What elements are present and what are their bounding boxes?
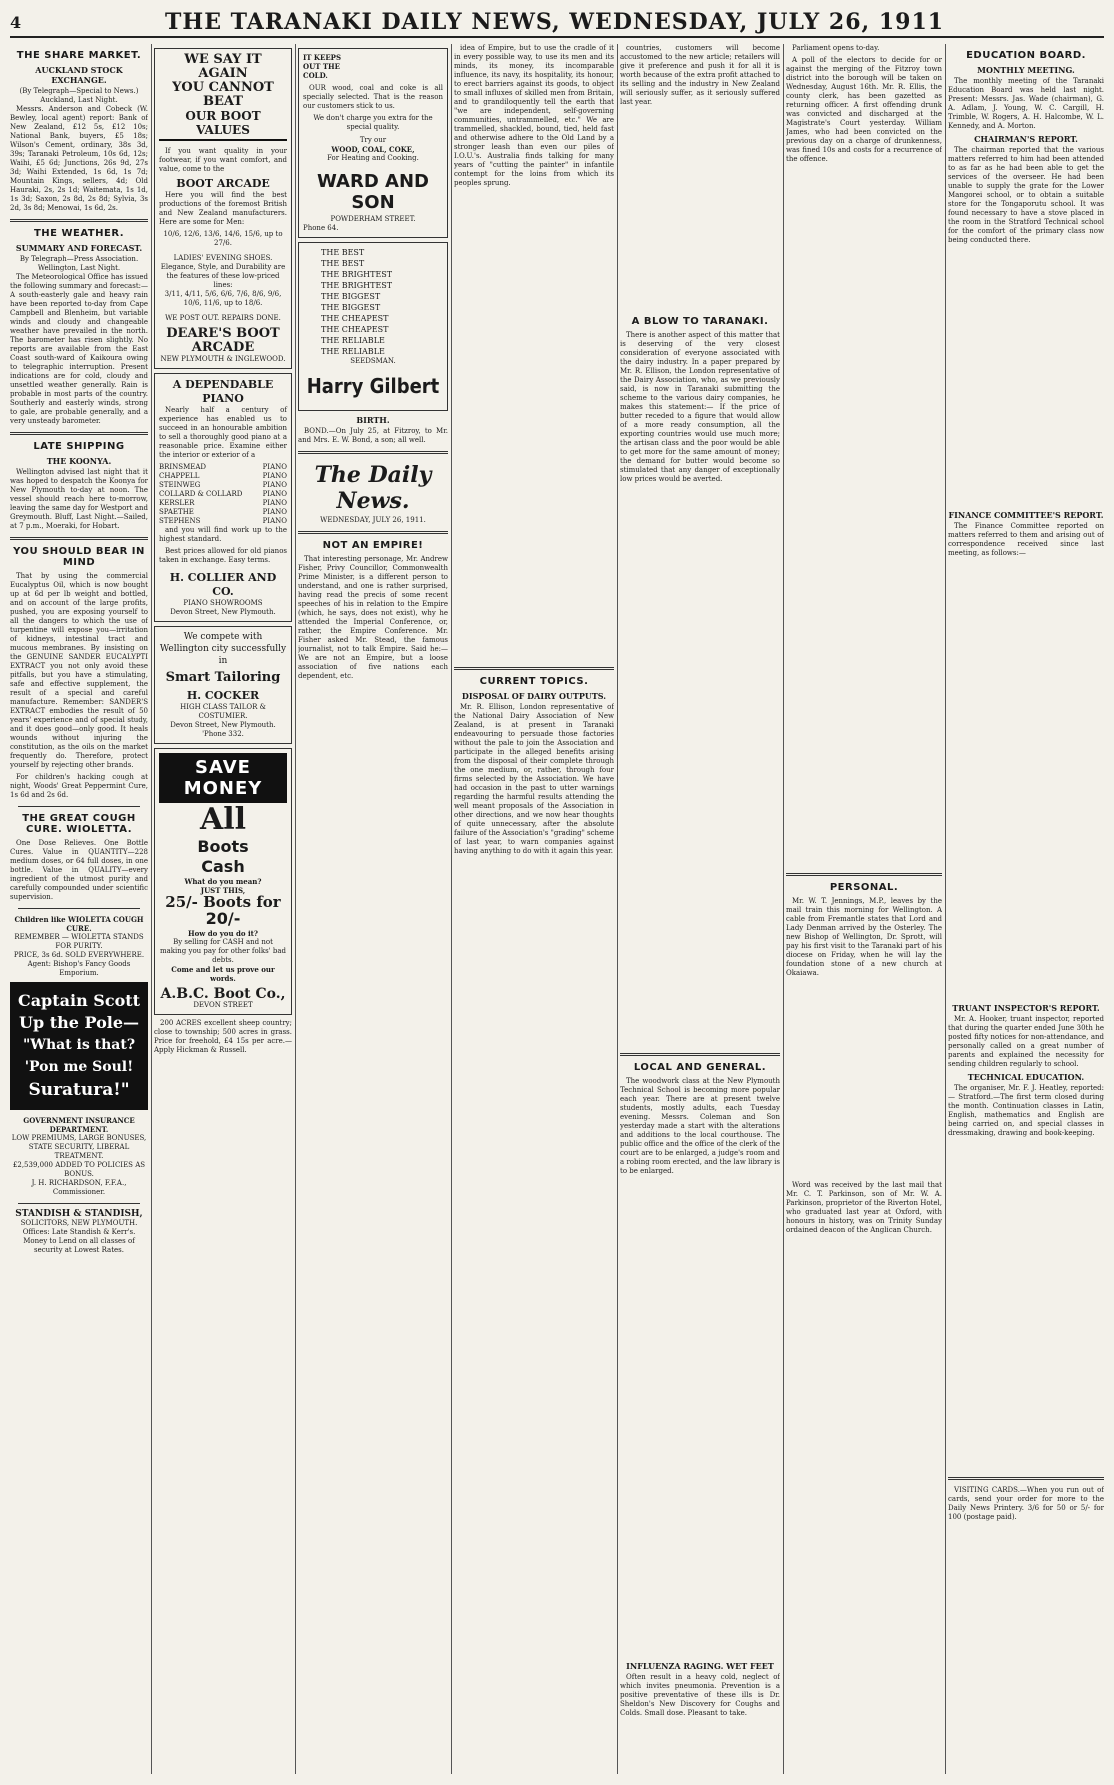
how-do-it: How do you do it? [187,929,258,938]
insurance-heading: GOVERNMENT INSURANCE DEPARTMENT. [23,1116,135,1134]
wioletta-line: REMEMBER — WIOLETTA STANDS FOR PURITY. [14,933,144,950]
insurance-line: J. H. RICHARDSON, F.F.A., Commissioner. [31,1179,127,1196]
article-text-block [948,1141,1104,1471]
empire-article: That interesting personage, Mr. Andrew Fisher, Privy Councillor, Commonwealth Prime Minister, is a different person to understand, and one is rather surprised, having read the precis of some recent speeches of his in relation to the Empire (which, he says, does not exist), why he attended the Imperial Conference, or, rather, the Empire Conference. Mr. Fisher asked Mr. Stead, the famous journalist, not to talk Empire. Said he:— We are not an Empire, but a loose association of five nations each dependent, etc. [298,555,448,680]
influenza-ad: Often result in a heavy cold, neglect of which invites pneumonia. Prevention is a positive preventative of these ills is Dr. Sheldon's New Discovery for Coughs and Colds. Small dose. Pleasant to take. [620,1673,780,1717]
smart-tailoring: Smart Tailoring [165,670,281,685]
all-word: All [199,802,247,837]
cocker-phone: 'Phone 332. [202,730,244,738]
piano-brand: CHAPPELL [159,472,200,480]
eucalyptus-ad-text: That by using the commercial Eucalyptus Oil, which is now bought up at 6d per lb weight and bottled, and on account of the large profits, pushed, you are exposing yourself to all the dangers to which the use of turpentine will expose you—irritation of kidneys, intestinal tract and mucous membranes. By insisting on the GENUINE SANDER EUCALYPTI EXTRACT you not only avoid these pitfalls, but you have a stimulating, safe and effective supplement, the result of a special and careful manufacture. Remember: SANDER'S EXTRACT embodies the result of 50 years' experience and of special study, and it does good—only good. It heals wounds without injuring the constitution, as the oils on the market frequently do. Therefore, protect yourself by rejecting other brands. [10,572,148,769]
divider [10,537,148,540]
piano-tail: and you will find work up to the highest standard. [159,526,287,543]
piano-ad [154,373,292,622]
best-item: THE BEST [321,248,365,257]
divider [10,219,148,222]
current-topics-heading: CURRENT TOPICS. [479,676,589,687]
divider [620,1053,780,1056]
dairy-article: Mr. R. Ellison, London representative of the National Dairy Association of New Zealand, is at present in Taranaki endeavouring to persuade those factories without the pale to join the Association and participate in the alleged benefits arising from the disposal of their complete through the one medium, or, rather, through four firms selected by the Association. We have had occasion in the past to utter warnings regarding the harmful results attending the well meant proposals of the Association in other directions, and we now hear thoughts of quite unnecessary, after the absolute failure of the Association's "grading" scheme of last year, to warn companies against having anything to do with it again this year. [454,703,614,855]
what-mean: What do you mean? [184,877,262,886]
coal-text: OUR wood, coal and coke is all specially selected. That is the reason our customers stick to us. [303,84,443,110]
scott-line: Up the Pole— [18,1013,139,1032]
best-item: THE RELIABLE [321,347,385,356]
column-rule [295,44,296,1774]
local-news: A poll of the electors to decide for or against the merging of the Fitzroy town district into the borough will be taken on Wednesday, August 16th. Mr. R. Ellis, the county clerk, has been gazetted as returning officer. A first offending drunk was convicted and discharged at the Magistrate's Court yesterday. William James, who had been convicted on the previous day on a charge of drunkenness, was fined 10s and costs for a recurrence of the offence. [786,56,942,163]
abc-boot-ad [154,748,292,1015]
visiting-cards-ad: VISITING CARDS.—When you run out of cards, send your order for more to the Daily News Printery. 3/6 for 50 or 5/- for 100 (postage paid). [948,1486,1104,1521]
truant-heading: TRUANT INSPECTOR'S REPORT. [952,1003,1100,1013]
eucalyptus-ad-heading: YOU SHOULD BEAR IN MIND [13,546,145,568]
board-attendance: The monthly meeting of the Taranaki Education Board was held last night. Present: Messrs. Jas. Wade (chairman), G. A. Adlam, J. Young, W. C. Cargill, H. Trimble, W. Rogers, A. H. Halcombe, W. L. Kennedy, and A. Morton. [948,77,1104,130]
parliament-note: Parliament opens to-day. [792,44,880,52]
land-ad: 200 ACRES excellent sheep country; close to township; 500 acres in grass. Price for freehold, £4 15s per acre.—Apply Hickman & Russell. [154,1019,292,1054]
piano-brand: STEPHENS [159,517,201,525]
share-report: Messrs. Anderson and Cobeck (W. Bewley, local agent) report: Bank of New Zealand, £12 5s, £12 10s; National Bank, buyers, £5 18s; Wilson's Cement, ordinary, 38s 3d, 39s; Taranaki Petroleum, 10s 6d, 12s; Waihi, £5 6d; Junctions, 26s 9d, 27s 3d; Waihi Extended, 1s 6d, 1s 7d; Mountain Kings, sellers, 4d; Old Hauraki, 2s, 2s 1d; Waitemata, 1s 1d, 1s 3d; Saxon, 2s 8d, 2s 8d; Sylvia, 3s 2d, 3s 8d; Menowai, 1s 6d, 2s. [10,105,148,212]
heating: For Heating and Cooking. [327,154,419,162]
products: WOOD, COAL, COKE, [331,145,415,154]
empire-heading: NOT AN EMPIRE! [322,540,424,551]
best-item: THE BRIGHTEST [321,281,393,290]
divider [786,873,942,876]
masthead [10,8,1104,38]
shipping-heading: LATE SHIPPING [33,441,125,452]
dairy-continued: countries, customers will become accustomed to the new article; retailers will give it preference and push it for all it is worth because of the extra profit attached to its selling and the industry in New Zealand will seriously suffer, as it seriously suffered last year. [620,44,780,106]
deares-boot-arcade: DEARE'S BOOT ARCADE [166,326,280,355]
standish-line: SOLICITORS, NEW PLYMOUTH. [20,1219,138,1227]
ward-location: POWDERHAM STREET. [330,215,416,223]
piano-text: Nearly half a century of experience has enabled us to succeed in an honourable ambition to sell a thoroughly good piano at a reasonable price. Examine either the interior or exterior of a [159,406,287,459]
standish-heading: STANDISH & STANDISH, [15,1209,143,1219]
dependable-piano: A DEPENDABLE PIANO [172,378,274,405]
weather-dateline: By Telegraph—Press Association. Wellington, Last Night. [19,255,139,272]
chairman-report-heading: CHAIRMAN'S REPORT. [974,134,1078,144]
piano-brand: COLLARD & COLLARD [159,490,243,498]
ward-coal-ad [298,48,448,238]
article-text-block [786,981,942,1181]
local-general-article: The woodwork class at the New Plymouth Technical School is becoming more popular each year. There are at present twelve students, mostly adults, each Tuesday evening. Messrs. Coleman and Son yesterday made a start with the alterations and additions to the local courthouse. The public office and the office of the clerk of the court are to be enlarged, a judge's room and a robing room erected, and the law library is to be enlarged. [620,1077,780,1175]
article-text-block [948,561,1104,1001]
page-number: 4 [10,12,22,32]
column-3 [298,44,448,1774]
piano-brand: STEINWEG [159,481,201,489]
personal-heading: PERSONAL. [829,882,899,893]
weather-report: The Meteorological Office has issued the following summary and forecast:—A south-easterly gale and heavy rain have been reported to-day from Cape Campbell and Blenheim, but variable winds and cloudy and changeable weather have prevailed in the north. The barometer has risen slightly. No reports are available from the East Coast south-ward of Kaikoura owing to telegraphic interruption. Present indications are for cold, cloudy and unsettled weather generally. Rain is probable in most parts of the country. Southerly and easterly winds, strong to gale, are probable generally, and a very unsteady barometer. [10,273,148,425]
divider [18,1203,140,1204]
post-out: WE POST OUT. REPAIRS DONE. [165,314,281,322]
article-text-block [620,1179,780,1659]
boots-for: 25/- Boots for [165,893,281,911]
divider [948,1477,1104,1480]
insurance-line: £2,539,000 ADDED TO POLICIES AS BONUS. [12,1161,146,1178]
scott-line: Suratura!" [28,1080,130,1100]
ladies-shoes: LADIES' EVENING SHOES. Elegance, Style, and Durability are the features of these low-priced lines: [160,254,286,289]
abc-boot-co: A.B.C. Boot Co., [160,986,286,1002]
try-our: Try our [359,136,387,144]
seedsman: SEEDSMAN. [350,357,396,365]
dairy-heading: DISPOSAL OF DAIRY OUTPUTS. [461,691,607,701]
technical-heading: TECHNICAL EDUCATION. [967,1072,1085,1082]
deare-location: NEW PLYMOUTH & INGLEWOOD. [160,355,286,363]
scott-line: Captain Scott [17,991,141,1010]
newspaper-page [10,8,1104,1778]
ward-phone: Phone 64. [303,224,339,232]
finance-heading: FINANCE COMMITTEE'S REPORT. [948,510,1104,520]
cannot-beat: YOU CANNOT BEAT [172,80,274,109]
chairman-report: The chairman reported that the various matters referred to him had been attended to as far as he had been able to get the services of the overseer. He had been unable to supply the grate for the Lower Mangorei school, or to obtain a suitable store for the Tongaporutu school. It was found necessary to have a stove placed in the room in the Stratford Technical school for the comfort of the primary class now being conducted there. [948,146,1104,244]
best-item: THE BIGGEST [321,292,381,301]
daily-news-title: The Daily News. [314,462,432,514]
best-item: THE RELIABLE [321,336,385,345]
article-text-block [620,487,780,1047]
column-6 [786,44,942,1774]
column-rule [151,44,152,1774]
tailor-text: We compete with Wellington city successfully in [159,632,287,666]
article-text-block [454,191,614,661]
scott-line: "What is that? [22,1037,136,1053]
standish-line: Offices: Late Standish & Kerr's. [22,1228,136,1236]
divider [454,667,614,670]
piano-prices: Best prices allowed for old pianos taken in exchange. Easy terms. [159,547,287,564]
education-board-heading: EDUCATION BOARD. [966,50,1086,61]
divider [298,451,448,454]
piano-brands: BRINSMEAD PIANO CHAPPELL PIANO STEINWEG PIANO COLLARD & COLLARD PIANO KERSLER PIANO SPAETHE PIANO STEPHENS PIANO [159,463,287,525]
blow-taranaki-article: There is another aspect of this matter that is deserving of the very closest consideration of everyone associated with the dairy industry. In a paper prepared by Mr. R. Ellison, the London representative of the Dairy Association, who, as we previously said, is now in Taranaki submitting the scheme to the various dairy companies, he makes this statement:— If the price of butter receded to a figure that would allow of a more ready consumption, all the exporting countries would use much more; the artisan class and the poor would be able to get more for the same amount of money; the demand for butter would become so stimulated that any danger of exceptionally low prices would be averted. [620,331,780,483]
harry-gilbert: Harry Gilbert [306,374,440,398]
insurance-line: LOW PREMIUMS, LARGE BONUSES, STATE SECURITY, LIBERAL TREATMENT. [11,1134,147,1160]
divider [18,908,140,909]
twenty-shillings: 20/- [205,909,241,928]
cocker-location: Devon Street, New Plymouth. [170,721,276,729]
divider [18,806,140,807]
newspaper-title: THE TARANAKI DAILY NEWS, WEDNESDAY, JULY 26, 1911 [165,9,945,35]
piano-brand: KERSLER [159,499,195,507]
tailoring-ad [154,626,292,744]
technical-report: The organiser, Mr. F. J. Heatley, reported:— Stratford.—The first term closed during the month. Continuation classes in Latin, English, mathematics and English are being carried on, and special classes in dressmaking, drawing and book-keeping. [948,1084,1104,1137]
empire-continued: idea of Empire, but to use the cradle of it in every possible way, to use its men and its minds, its money, its incomparable influence, its navy, its hospitality, its honour, to erect barriers against its goods, to object to small influxes of skilled men from Britain, and to grandiloquently tell the earth that "we are independent, self-governing communities, untrammelled, etc." We are trammelled, shackled, bound, tied, held fast and otherwise adhere to the Old Land by a stronger leash than even our piles of I.O.U.'s. Australia finds talking for many years of "cutting the painter" in infantile contempt for the loins from which its peoples sprung. [454,44,614,187]
best-item: THE CHEAPEST [321,325,389,334]
truant-report: Mr. A. Hooker, truant inspector, reported that during the quarter ended June 30th he posted fifty notices for non-attendance, and personally called on a great number of parents and explained the necessity for sending children regularly to school. [948,1015,1104,1068]
article-text-block [786,1238,942,1638]
ward-and-son: WARD AND SON [317,171,429,213]
scott-line: 'Pon me Soul! [24,1059,134,1075]
divider [10,432,148,435]
best-item: THE BEST [321,259,365,268]
boot-arcade-ad [154,48,292,369]
weather-subheading: SUMMARY AND FORECAST. [15,243,143,253]
captain-scott-ad [10,982,148,1110]
column-5 [620,44,780,1774]
gilbert-seed-ad [298,242,448,411]
column-4 [454,44,614,1774]
coal-text-2: We don't charge you extra for the special quality. [313,114,433,131]
column-1 [10,44,148,1774]
article-text-block [298,684,448,1504]
best-item: THE BRIGHTEST [321,270,393,279]
column-rule [617,44,618,1774]
article-text-block [948,248,1104,508]
best-item: THE BIGGEST [321,303,381,312]
best-item: THE CHEAPEST [321,314,389,323]
best-list [303,247,443,357]
boot-ad-text-2: Here you will find the best productions of the foremost British and New Zealand manufacturers. Here are some for Men: [159,191,287,226]
article-text-block [454,859,614,1759]
ladies-prices: 3/11, 4/11, 5/6, 6/6, 7/6, 8/6, 9/6, 10/6, 11/6, up to 18/6. [164,290,282,307]
wioletta-line: PRICE, 3s 6d. SOLD EVERYWHERE. [13,951,145,959]
shipping-report: Wellington advised last night that it was hoped to despatch the Koonya for New Plymouth to-day at noon. The vessel should reach here to-morrow, leaving the same day for Westport and Greymouth. Bluff, Last Night.—Sailed, at 7 p.m., Moeraki, for Hobart. [10,468,148,530]
keeps-cold: IT KEEPS OUT THE COLD. [303,53,341,80]
save-money-banner: SAVE MONEY [159,753,287,803]
share-dateline: (By Telegraph—Special to News.) Auckland, Last Night. [19,87,139,104]
column-rule [945,44,946,1774]
come-prove: Come and let us prove our words. [171,965,275,983]
column-2 [154,44,292,1774]
weather-heading: THE WEATHER. [33,228,125,239]
boots-word: Boots [197,837,249,856]
stock-exchange-subheading: AUCKLAND STOCK EXCHANGE. [35,65,123,85]
boot-ad-text: If you want quality in your footwear, if you want comfort, and value, come to the [159,147,287,173]
abc-location: DEVON STREET [193,1001,253,1009]
personal-continued: Word was received by the last mail that Mr. C. T. Parkinson, son of Mr. W. A. Parkinson, proprietor of the Riverton Hotel, who graduated last year at Oxford, with honours in history, was on Trinity Sunday ordained deacon of the Anglican Church. [786,1181,942,1234]
cough-cure-heading: THE GREAT COUGH CURE. WIOLETTA. [22,813,136,835]
column-7 [948,44,1104,1774]
cocker-sub: HIGH CLASS TAILOR & COSTUMIER. [180,703,266,720]
personal-notes: Mr. W. T. Jennings, M.P., leaves by the mail train this morning for Wellington. A cable from Fremantle states that Lord and Lady Denman arrived by the Osterley. The new Bishop of Wellington, Dr. Sprott, will pay his first visit to the Taranaki part of his diocese on Friday, when he will lay the foundation stone of a new church at Okaiawa. [786,897,942,977]
divider [298,531,448,534]
cough-cure-text: One Dose Relieves. One Bottle Cures. Value in QUANTITY—228 medium doses, or 64 full doses, in one bottle. Value in QUALITY—every ingredient of the utmost purity and carefully compounded under scientific supervision. [10,839,148,901]
say-it-again: WE SAY IT AGAIN [184,52,262,81]
shipping-subheading: THE KOONYA. [46,456,112,466]
piano-brand: SPAETHE [159,508,194,516]
wioletta-line: Agent: Bishop's Fancy Goods Emporium. [27,960,131,977]
column-rule [451,44,452,1774]
influenza-heading: INFLUENZA RAGING. WET FEET [626,1661,774,1671]
boot-values: OUR BOOT VALUES [159,109,287,141]
boot-arcade-name: BOOT ARCADE [176,177,270,190]
standish-line: Money to Lend on all classes of security at Lowest Rates. [23,1237,135,1254]
how-text: By selling for CASH and not making you pay for other folks' bad debts. [159,938,287,964]
piano-brand: BRINSMEAD [159,463,207,471]
cocker-name: H. COCKER [186,689,260,702]
men-prices: 10/6, 12/6, 13/6, 14/6, 15/6, up to 27/6. [163,230,283,247]
local-general-heading: LOCAL AND GENERAL. [633,1062,767,1073]
cash-word: Cash [201,857,245,876]
just-this: JUST THIS, [200,886,246,895]
collier-name: H. COLLIER AND CO. [169,571,277,598]
column-rule [783,44,784,1774]
woods-cure-ad: For children's hacking cough at night, Woods' Great Peppermint Cure, 1s 6d and 2s 6d. [10,773,148,799]
collier-location: Devon Street, New Plymouth. [170,608,276,616]
share-market-heading: THE SHARE MARKET. [16,50,142,61]
wioletta-heading: Children like WIOLETTA COUGH CURE. [14,915,144,933]
article-text-block [620,110,780,310]
birth-notice: BOND.—On July 25, at Fitzroy, to Mr. and Mrs. E. W. Bond, a son; all well. [298,427,448,444]
monthly-meeting: MONTHLY MEETING. [977,65,1075,75]
finance-report: The Finance Committee reported on matters referred to them and arising out of correspondence received since last meeting, as follows:— [948,522,1104,557]
blow-taranaki-heading: A BLOW TO TARANAKI. [631,316,769,327]
article-text-block [786,167,942,867]
birth-heading: BIRTH. [356,415,390,425]
daily-news-date: WEDNESDAY, JULY 26, 1911. [320,516,426,524]
collier-sub: PIANO SHOWROOMS [183,599,263,607]
